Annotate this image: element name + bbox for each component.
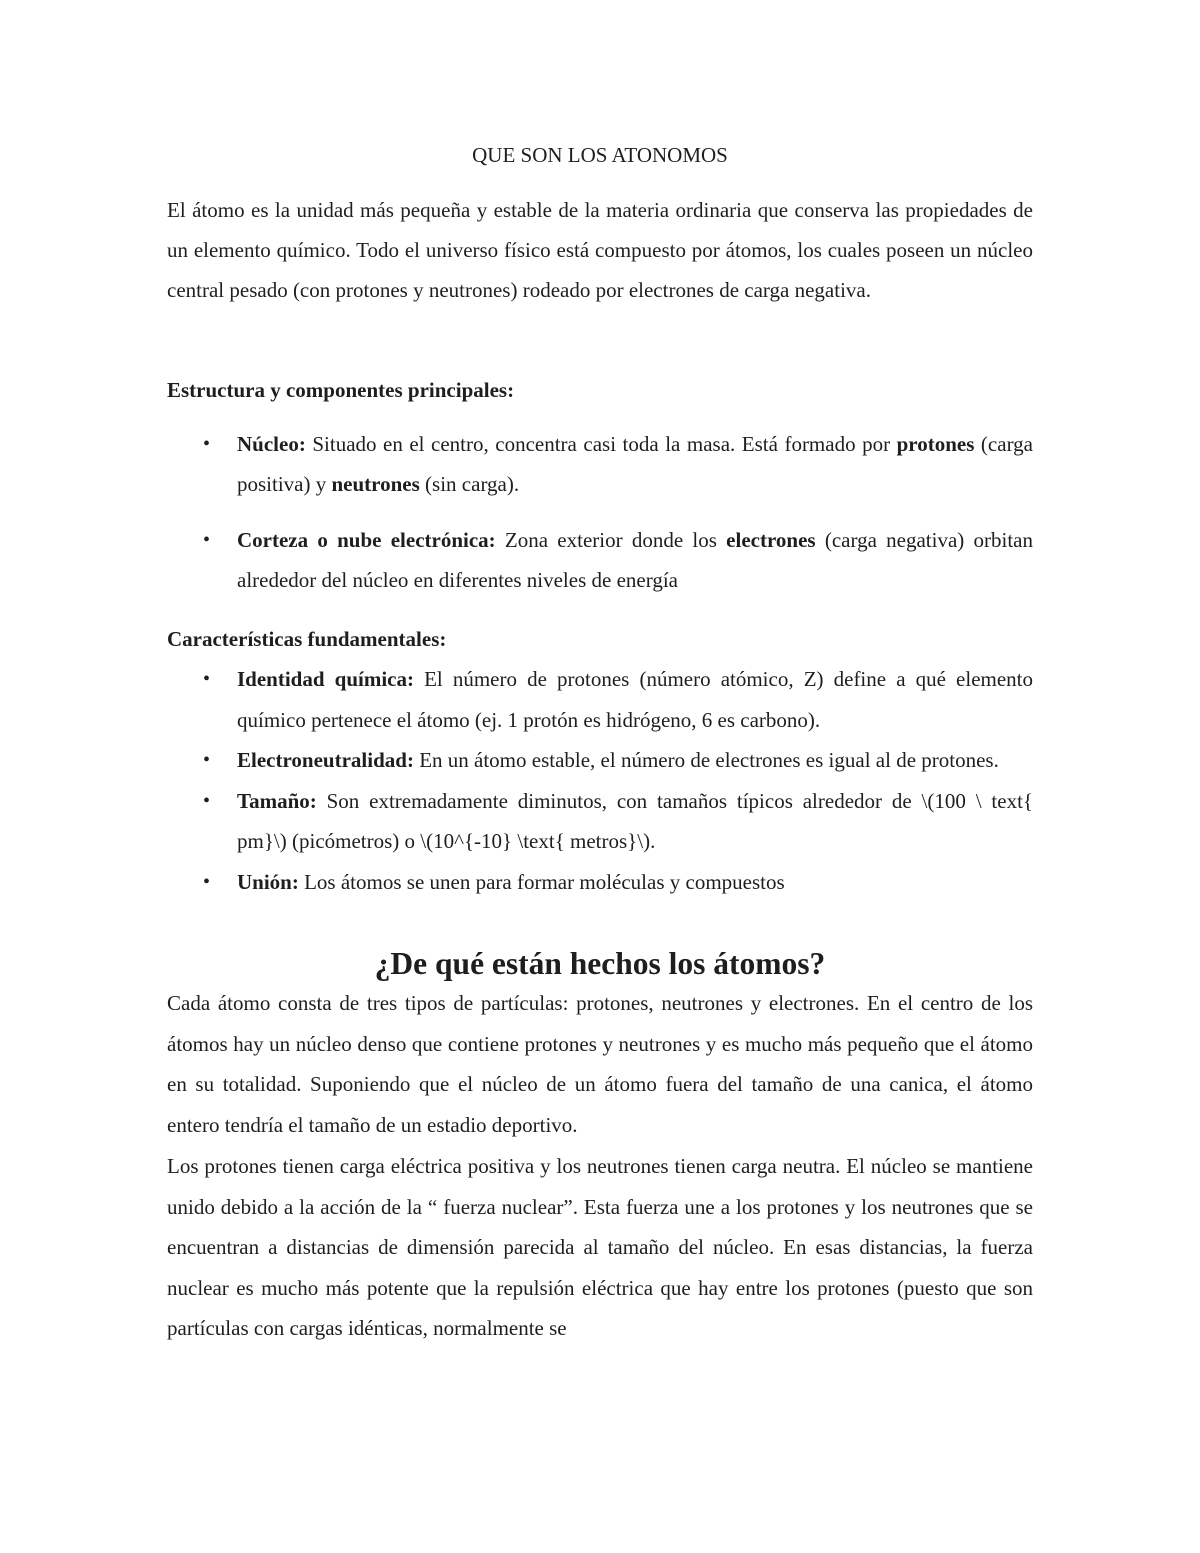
term-cortex: Corteza o nube electrónica: [237, 528, 496, 552]
list-item-size [167, 781, 1033, 862]
section-heading-characteristics: Características fundamentales: [167, 627, 447, 651]
term-nucleus: Núcleo: [237, 432, 306, 456]
item-text: Los átomos se unen para formar moléculas y compuestos [298, 869, 785, 894]
list-item-identity [167, 659, 1033, 740]
structure-list [167, 424, 1033, 504]
list-item-electroneutrality [167, 740, 1033, 781]
document-title: QUE SON LOS ATONOMOS [472, 143, 728, 167]
item-text: El número de protones (número atómico, Z) define a qué elemento químico pertenece el átomo (ej. 1 protón es hidrógeno, 6 es carbono). [237, 667, 1034, 732]
composition-paragraph-1: Cada átomo consta de tres tipos de partículas: protones, neutrones y electrones. En el centro de los átomos hay un núcleo denso que contiene protones y neutrones y es mucho más pequeño que el átomo en su totalidad. Suponiendo que el núcleo de un átomo fuera del tamaño de una canica, el átomo entero tendría el tamaño de un estadio deportivo. [167, 991, 1033, 1137]
term-size: Tamaño: [237, 788, 317, 813]
term-protons: protones [896, 432, 975, 456]
list-item-union [167, 862, 1033, 903]
section-heading-composition: ¿De qué están hechos los átomos? [374, 946, 826, 981]
intro-paragraph: El átomo es la unidad más pequeña y estable de la materia ordinaria que conserva las propiedades de un elemento químico. Todo el universo físico está compuesto por átomos, los cuales poseen un núcleo central pesado (con protones y neutrones) rodeado por electrones de carga negativa. [167, 198, 1033, 302]
term-neutrons: neutrones [331, 472, 420, 496]
item-text: Zona exterior donde los [495, 528, 727, 552]
bullet-icon: • [203, 529, 211, 551]
bullet-icon: • [203, 789, 211, 812]
composition-paragraph-2: Los protones tienen carga eléctrica positiva y los neutrones tienen carga neutra. El núcleo se mantiene unido debido a la acción de la “ fuerza nuclear”. Esta fuerza une a los protones y los neutrones que se encuentran a distancias de dimensión parecida al tamaño del núcleo. En esas distancias, la fuerza nuclear es mucho más potente que la repulsión eléctrica que hay entre los protones (puesto que son partículas con cargas idénticas, normalmente se [167, 1154, 1033, 1341]
item-text: Son extremadamente diminutos, con tamaños típicos alrededor de \(100 \ text{ pm}\) (picómetros) o \(10^{-10} \text{ metros}\). [237, 788, 1033, 853]
term-electrons: electrones [726, 528, 816, 552]
structure-list-2 [167, 520, 1033, 600]
item-text: Situado en el centro, concentra casi toda la masa. Está formado por [305, 432, 897, 456]
characteristics-list [167, 659, 1033, 902]
term-identity: Identidad química: [237, 667, 414, 691]
term-union: Unión: [237, 869, 299, 894]
bullet-icon: • [203, 749, 211, 771]
item-text: (sin carga). [419, 472, 520, 496]
list-item-nucleus [167, 424, 1033, 504]
section-heading-structure: Estructura y componentes principales: [167, 378, 515, 402]
bullet-icon: • [203, 870, 211, 893]
bullet-icon: • [203, 433, 211, 455]
term-electroneutrality: Electroneutralidad: [237, 748, 414, 772]
item-text: (carga positiva) y [237, 432, 1034, 496]
list-item-cortex [167, 520, 1033, 600]
bullet-icon: • [203, 668, 211, 690]
item-text: En un átomo estable, el número de electrones es igual al de protones. [413, 748, 999, 772]
item-text: (carga negativa) orbitan alrededor del núcleo en diferentes niveles de energía [237, 528, 1033, 592]
